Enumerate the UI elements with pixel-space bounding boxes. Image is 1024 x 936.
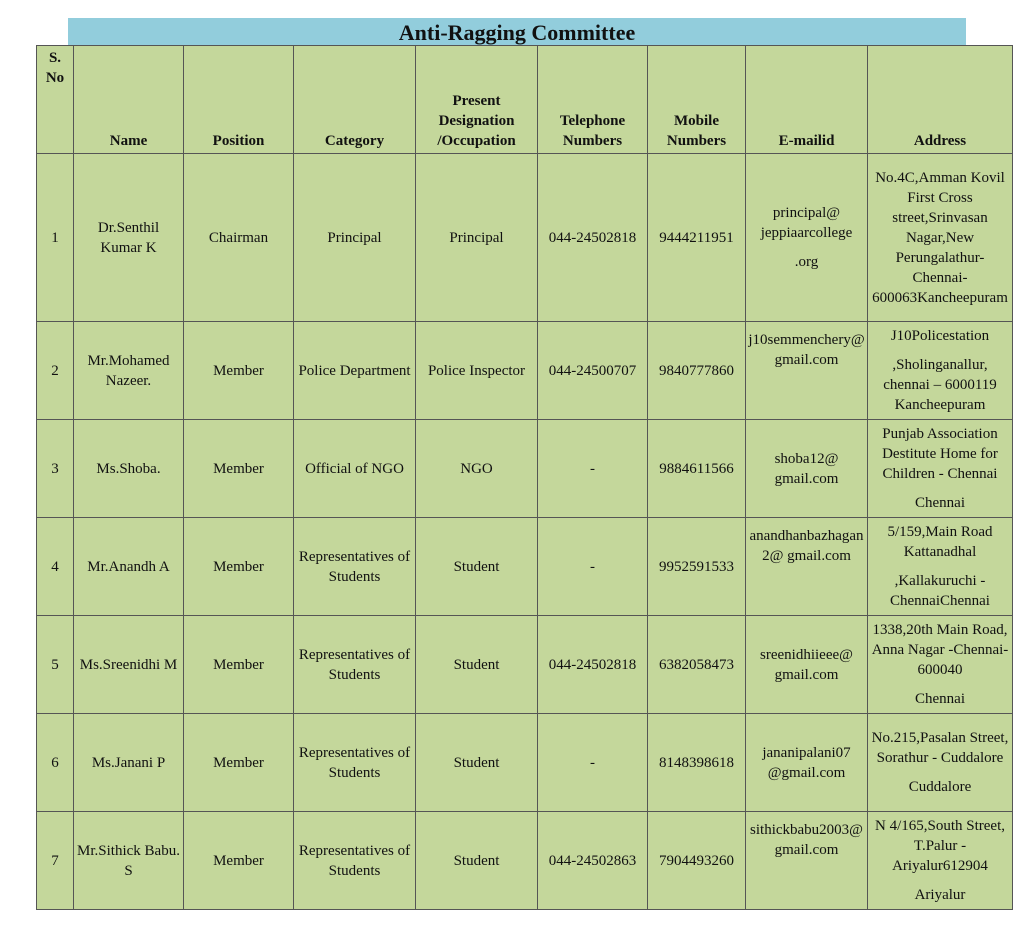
cell-telephone: 044-24502863	[538, 812, 648, 910]
cell-address	[868, 518, 1013, 616]
cell-email	[746, 322, 868, 420]
cell-mobile: 6382058473	[648, 616, 746, 714]
cell-name: Dr.Senthil Kumar K	[74, 154, 184, 322]
cell-mobile: 9444211951	[648, 154, 746, 322]
cell-name: Mr.Anandh A	[74, 518, 184, 616]
table-row	[37, 518, 1013, 616]
table-row	[37, 154, 1013, 322]
cell-designation: Student	[416, 714, 538, 812]
address-text-2: Chennai	[915, 691, 965, 707]
cell-mobile: 8148398618	[648, 714, 746, 812]
header-telephone: Telephone Numbers	[538, 46, 648, 154]
address-text: 1338,20th Main Road, Anna Nagar -Chennai-600040	[871, 622, 1009, 678]
address-text: No.215,Pasalan Street, Sorathur - Cuddalore	[871, 730, 1009, 766]
cell-sno: 1	[37, 154, 74, 322]
cell-mobile: 9840777860	[648, 322, 746, 420]
cell-mobile: 9884611566	[648, 420, 746, 518]
address-text: Punjab Association Destitute Home for Children - Chennai	[882, 426, 998, 482]
page-title: Anti-Ragging Committee	[398, 20, 636, 45]
table-row	[37, 714, 1013, 812]
cell-designation: Student	[416, 518, 538, 616]
cell-category: Official of NGO	[294, 420, 416, 518]
cell-name: Mr.Mohamed Nazeer.	[74, 322, 184, 420]
cell-email	[746, 154, 868, 322]
cell-email	[746, 518, 868, 616]
cell-name: Ms.Sreenidhi M	[74, 616, 184, 714]
table-row	[37, 420, 1013, 518]
email-text: j10semmenchery@ gmail.com	[748, 332, 865, 368]
cell-mobile: 7904493260	[648, 812, 746, 910]
cell-sno: 6	[37, 714, 74, 812]
cell-position: Member	[184, 812, 294, 910]
email-text: jananipalani07 @gmail.com	[762, 744, 851, 781]
header-row	[37, 46, 1013, 154]
cell-email	[746, 812, 868, 910]
cell-category: Representatives of Students	[294, 518, 416, 616]
header-position: Position	[184, 46, 294, 154]
cell-category: Principal	[294, 154, 416, 322]
cell-address	[868, 154, 1013, 322]
cell-designation: NGO	[416, 420, 538, 518]
cell-address	[868, 812, 1013, 910]
header-name: Name	[74, 46, 184, 154]
email-text: shoba12@ gmail.com	[774, 450, 839, 487]
cell-address	[868, 616, 1013, 714]
cell-address	[868, 420, 1013, 518]
cell-position: Member	[184, 420, 294, 518]
cell-position: Member	[184, 714, 294, 812]
cell-position: Member	[184, 322, 294, 420]
header-mobile: Mobile Numbers	[648, 46, 746, 154]
cell-category: Representatives of Students	[294, 812, 416, 910]
address-text: J10Policestation	[890, 328, 990, 344]
address-text-2: Cuddalore	[908, 779, 972, 795]
address-text-2: Ariyalur	[914, 887, 966, 903]
cell-category: Police Department	[294, 322, 416, 420]
cell-position: Chairman	[184, 154, 294, 322]
cell-name: Ms.Shoba.	[74, 420, 184, 518]
cell-designation: Student	[416, 616, 538, 714]
cell-sno: 7	[37, 812, 74, 910]
cell-address	[868, 714, 1013, 812]
header-email: E-mailid	[746, 46, 868, 154]
address-text: 5/159,Main Road Kattanadhal	[887, 524, 993, 560]
email-text: sreenidhiieee@ gmail.com	[760, 646, 853, 683]
cell-telephone: 044-24502818	[538, 154, 648, 322]
cell-email	[746, 714, 868, 812]
cell-email	[746, 616, 868, 714]
cell-designation: Police Inspector	[416, 322, 538, 420]
address-text: No.4C,Amman Kovil First Cross street,Srinvasan Nagar,New Perungalathur-Chennai-600063Kancheepuram	[872, 169, 1008, 306]
cell-address	[868, 322, 1013, 420]
cell-mobile: 9952591533	[648, 518, 746, 616]
header-designation: Present Designation /Occupation	[416, 46, 538, 154]
cell-category: Representatives of Students	[294, 714, 416, 812]
cell-email	[746, 420, 868, 518]
cell-designation: Principal	[416, 154, 538, 322]
cell-position: Member	[184, 616, 294, 714]
cell-telephone: -	[538, 420, 648, 518]
email-text: principal@ jeppiaarcollege	[760, 205, 853, 241]
cell-sno: 5	[37, 616, 74, 714]
committee-table	[36, 45, 1013, 910]
table-row	[37, 322, 1013, 420]
email-text: sithickbabu2003@gmail.com	[750, 822, 863, 858]
header-sno: S. No	[37, 46, 74, 154]
email-text: anandhanbazhagan2@ gmail.com	[749, 528, 864, 564]
address-text: N 4/165,South Street, T.Palur - Ariyalur612904	[875, 818, 1005, 874]
cell-sno: 4	[37, 518, 74, 616]
cell-telephone: 044-24502818	[538, 616, 648, 714]
cell-name: Mr.Sithick Babu. S	[74, 812, 184, 910]
cell-telephone: 044-24500707	[538, 322, 648, 420]
cell-sno: 2	[37, 322, 74, 420]
cell-name: Ms.Janani P	[74, 714, 184, 812]
cell-telephone: -	[538, 518, 648, 616]
address-text-2: ,Sholinganallur, chennai – 6000119 Kancheepuram	[883, 357, 997, 413]
table-row	[37, 616, 1013, 714]
cell-category: Representatives of Students	[294, 616, 416, 714]
table-row	[37, 812, 1013, 910]
title-bar	[68, 18, 966, 45]
cell-designation: Student	[416, 812, 538, 910]
cell-position: Member	[184, 518, 294, 616]
address-text-2: ,Kallakuruchi - ChennaiChennai	[890, 573, 990, 609]
email-text-2: .org	[794, 254, 819, 270]
header-category: Category	[294, 46, 416, 154]
address-text-2: Chennai	[915, 495, 965, 511]
cell-telephone: -	[538, 714, 648, 812]
header-address: Address	[868, 46, 1013, 154]
cell-sno: 3	[37, 420, 74, 518]
